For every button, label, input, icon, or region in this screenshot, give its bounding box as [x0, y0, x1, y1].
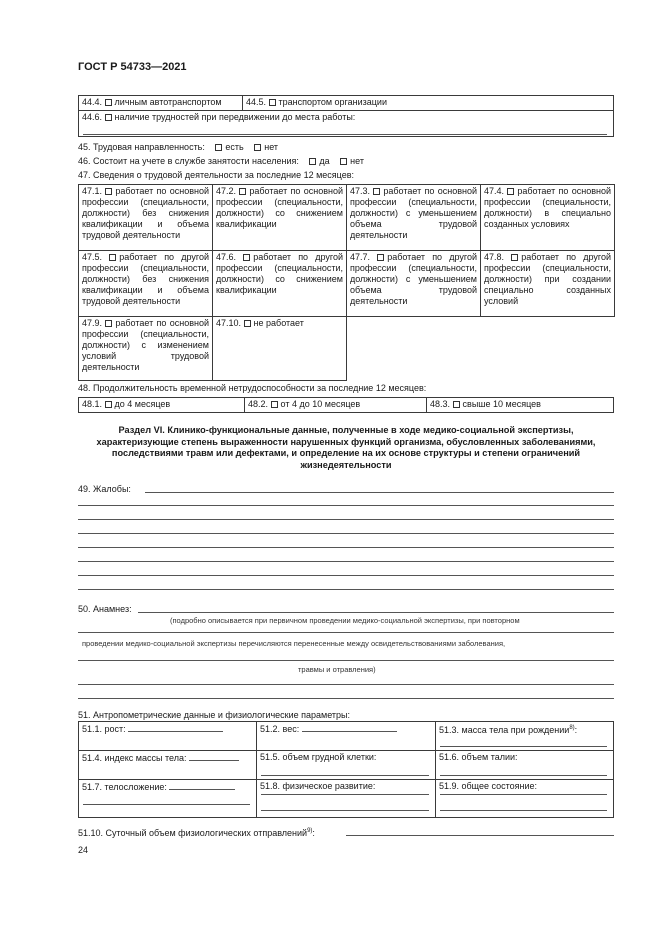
cell-51-9: 51.9. общее состояние:: [436, 780, 614, 818]
anamnesis-note: травмы и отравления): [298, 665, 376, 674]
bmi-field[interactable]: [189, 752, 239, 761]
checkbox-47-8[interactable]: [511, 254, 518, 261]
chest-field[interactable]: [261, 775, 429, 776]
complaints-line[interactable]: [78, 589, 614, 590]
q46-row: 46. Состоит на учете в службе занятости населения: да нет: [78, 156, 364, 166]
cell-51-3: 51.3. масса тела при рождении$^{8)}$:: [436, 722, 614, 751]
checkbox-47-4[interactable]: [507, 188, 514, 195]
complaints-line[interactable]: [145, 492, 614, 493]
table-48: [78, 397, 614, 413]
section-6-title: Раздел VI. Клинико-функциональные данные, полученные в ходе медико-социальной экспертизы, характеризующие степень выраженности нарушенных функций организма, обусловленных заболеваниями, последствиями травм или дефектами, и определение на их основе структуры и степени ограничений жизнедеятельности: [96, 425, 596, 470]
cell-47-6: 47.6. работает по другой профессии (специальности, должности) со снижением квалификации: [213, 251, 347, 317]
complaints-line[interactable]: [78, 561, 614, 562]
cell-51-5: 51.5. объем грудной клетки:: [257, 751, 436, 780]
checkbox-46-yes[interactable]: [309, 158, 316, 165]
complaints-line[interactable]: [78, 575, 614, 576]
cell-51-8: 51.8. физическое развитие:: [257, 780, 436, 818]
checkbox-47-3[interactable]: [373, 188, 380, 195]
cell-44-5: 44.5. транспортом организации: [243, 96, 614, 111]
complaints-line[interactable]: [78, 519, 614, 520]
physique-field[interactable]: [169, 781, 235, 790]
checkbox-44-5[interactable]: [269, 99, 276, 106]
anamnesis-line[interactable]: [138, 612, 614, 613]
physique-field[interactable]: [83, 804, 250, 805]
checkbox-46-no[interactable]: [340, 158, 347, 165]
cell-51-4: 51.4. индекс массы тела:: [79, 751, 257, 780]
checkbox-47-5[interactable]: [109, 254, 116, 261]
waist-field[interactable]: [440, 775, 607, 776]
empty-cell: [481, 317, 615, 381]
q49-label: 49. Жалобы:: [78, 484, 131, 494]
cell-47-3: 47.3. работает по основной профессии (специальности, должности) с уменьшением объема трудовой деятельности: [347, 185, 481, 251]
anamnesis-line[interactable]: [78, 698, 614, 699]
q45-row: 45. Трудовая направленность: есть нет: [78, 142, 279, 152]
cell-48-3: 48.3. свыше 10 месяцев: [427, 398, 614, 413]
anamnesis-line[interactable]: [78, 684, 614, 685]
cell-44-4: 44.4. личным автотранспортом: [79, 96, 243, 111]
q51-label: 51. Антропометрические данные и физиологические параметры:: [78, 710, 351, 720]
checkbox-44-4[interactable]: [105, 99, 112, 106]
height-field[interactable]: [128, 723, 223, 732]
cell-48-2: 48.2. от 4 до 10 месяцев: [245, 398, 427, 413]
cell-47-10: 47.10. не работает: [213, 317, 347, 381]
checkbox-45-yes[interactable]: [215, 144, 222, 151]
complaints-line[interactable]: [78, 505, 614, 506]
anamnesis-line[interactable]: [78, 660, 614, 661]
cell-47-9: 47.9. работает по основной профессии (специальности, должности) с изменением условий трудовой деятельности: [79, 317, 213, 381]
weight-field[interactable]: [302, 723, 397, 732]
cell-47-5: 47.5. работает по другой профессии (специальности, должности) без снижения квалификации и объема трудовой деятельности: [79, 251, 213, 317]
anamnesis-note: (подробно описывается при первичном проведении медико-социальной экспертизы, при повторном: [170, 616, 520, 625]
cell-51-2: 51.2. вес:: [257, 722, 436, 751]
cell-47-8: 47.8. работает по другой профессии (специальности, должности) при создании специально созданных условий: [481, 251, 615, 317]
table-51: [78, 721, 614, 818]
condition-field[interactable]: [440, 810, 607, 811]
cell-51-7: 51.7. телосложение:: [79, 780, 257, 818]
table-47: [78, 184, 615, 381]
cell-51-1: 51.1. рост:: [79, 722, 257, 751]
q50-label: 50. Анамнез:: [78, 604, 132, 614]
checkbox-47-9[interactable]: [105, 320, 112, 327]
q48-label: 48. Продолжительность временной нетрудоспособности за последние 12 месяцев:: [78, 383, 427, 393]
condition-field[interactable]: [440, 794, 607, 795]
cell-48-1: 48.1. до 4 месяцев: [79, 398, 245, 413]
checkbox-44-6[interactable]: [105, 114, 112, 121]
complaints-line[interactable]: [78, 547, 614, 548]
q47-label: 47. Сведения о трудовой деятельности за последние 12 месяцев:: [78, 170, 354, 180]
complaints-line[interactable]: [78, 533, 614, 534]
fill-line: [83, 134, 607, 135]
checkbox-47-6[interactable]: [243, 254, 250, 261]
cell-47-7: 47.7. работает по другой профессии (специальности, должности) с уменьшением объема трудовой деятельности: [347, 251, 481, 317]
checkbox-48-2[interactable]: [271, 401, 278, 408]
checkbox-45-no[interactable]: [254, 144, 261, 151]
document-header: ГОСТ Р 54733—2021: [78, 61, 187, 73]
empty-cell: [347, 317, 481, 381]
q51-10-row: 51.10. Суточный объем физиологических отправлений$^{9)}$:: [78, 828, 315, 838]
cell-51-6: 51.6. объем талии:: [436, 751, 614, 780]
page-number: 24: [78, 845, 89, 855]
birth-weight-field[interactable]: [440, 746, 607, 747]
anamnesis-note: проведении медико-социальной экспертизы перечисляются перенесенные между освидетельствованиями заболевания,: [82, 639, 506, 648]
checkbox-47-2[interactable]: [239, 188, 246, 195]
table-44: [78, 95, 614, 137]
checkbox-47-10[interactable]: [244, 320, 251, 327]
anamnesis-line[interactable]: [78, 632, 614, 633]
cell-47-2: 47.2. работает по основной профессии (специальности, должности) со снижением квалификации: [213, 185, 347, 251]
checkbox-48-3[interactable]: [453, 401, 460, 408]
checkbox-47-7[interactable]: [377, 254, 384, 261]
daily-output-field[interactable]: [346, 835, 614, 836]
cell-47-1: 47.1. работает по основной профессии (специальности, должности) без снижения квалификации и объема трудовой деятельности: [79, 185, 213, 251]
cell-47-4: 47.4. работает по основной профессии (специальности, должности) в специально созданных условиях: [481, 185, 615, 251]
development-field[interactable]: [261, 810, 429, 811]
development-field[interactable]: [261, 794, 429, 795]
checkbox-47-1[interactable]: [105, 188, 112, 195]
checkbox-48-1[interactable]: [105, 401, 112, 408]
cell-44-6: 44.6. наличие трудностей при передвижении до места работы:: [79, 111, 614, 137]
